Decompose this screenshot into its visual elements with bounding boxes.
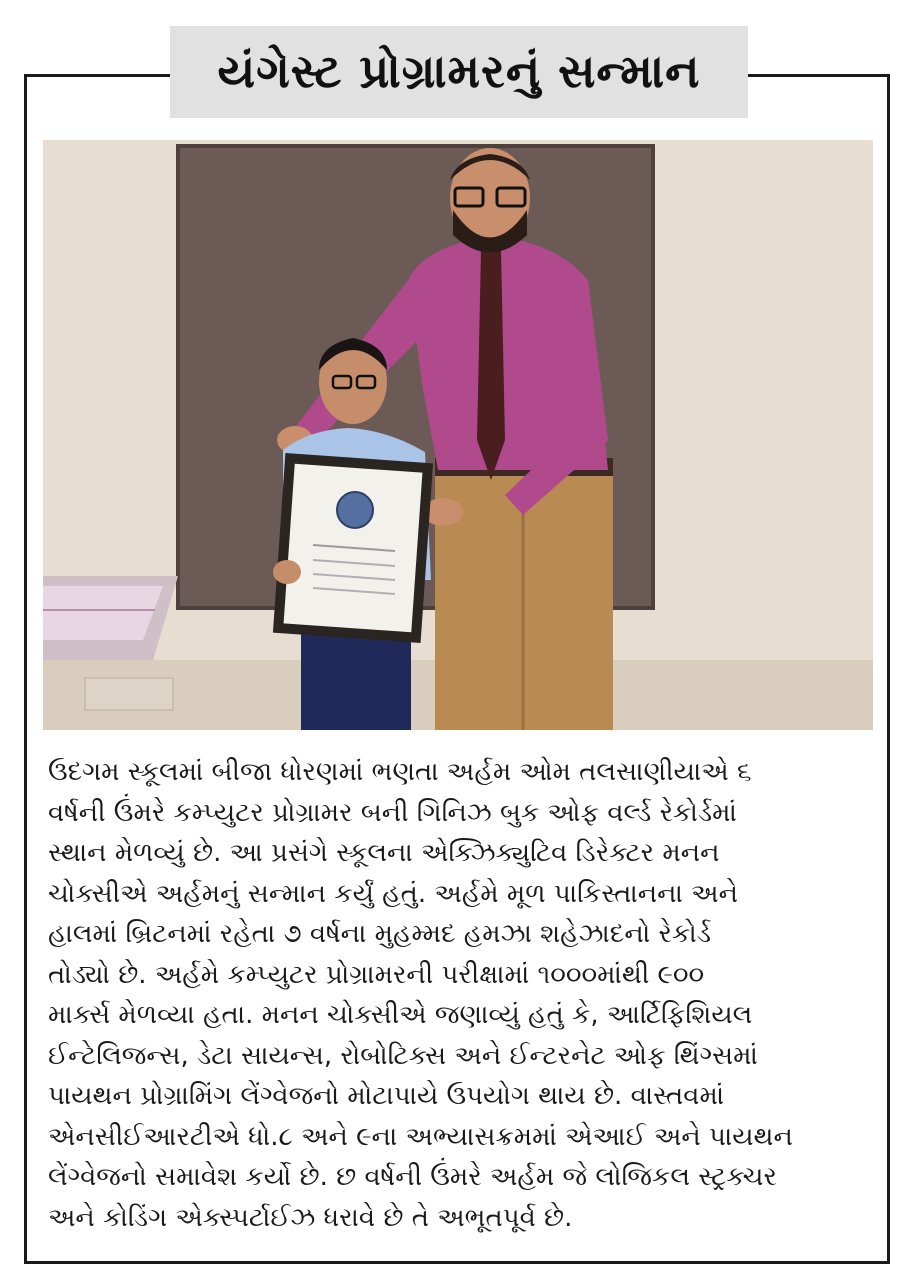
body-line: પાયથન પ્રોગ્રામિંગ લેંગ્વેજનો મોટાપાયે ઉપયોગ થાય છે. વાસ્તવમાં	[48, 1081, 725, 1111]
body-line: લેંગ્વેજનો સમાવેશ કર્યો છે. છ વર્ષની ઉંમરે અર્હમ જે લોજિકલ સ્ટ્રક્ચર	[48, 1162, 777, 1192]
photo-illustration	[43, 140, 873, 730]
body-line: ચોક્સીએ અર્હમનું સન્માન કર્યું હતું. અર્હમે મૂળ પાકિસ્તાનના અને	[48, 878, 738, 909]
body-line: માર્ક્સ મેળવ્યા હતા. મનન ચોક્સીએ જણાવ્યું હતું કે, આર્ટિફિશિયલ	[48, 1000, 753, 1030]
body-line: એનસીઈઆરટીએ ધો.૮ અને ૯ના અભ્યાસક્રમમાં એઆઈ અને પાયથન	[48, 1121, 793, 1152]
wall-socket	[85, 678, 173, 710]
certificate	[273, 453, 433, 643]
man-tie	[477, 250, 505, 480]
certificate-seal	[337, 492, 373, 528]
article-body	[48, 752, 868, 1238]
body-line: અને કોડિંગ એક્સ્પર્ટાઈઝ ધરાવે છે તે અભૂતપૂર્વ છે.	[48, 1202, 573, 1233]
body-line: તોડ્યો છે. અર્હમે કમ્પ્યુટર પ્રોગ્રામરની પરીક્ષામાં ૧૦૦૦માંથી ૯૦૦	[48, 959, 705, 990]
body-line: ઉદગમ સ્કૂલમાં બીજા ધોરણમાં ભણતા અર્હમ ઓમ તલસાણીયાએ ૬	[48, 757, 752, 787]
body-line: ઈન્ટેલિજન્સ, ડેટા સાયન્સ, રોબોટિક્સ અને ઈન્ટરનેટ ઓફ થિંગ્સમાં	[48, 1040, 758, 1071]
headline-box	[170, 26, 748, 118]
body-line: સ્થાન મેળવ્યું છે. આ પ્રસંગે સ્કૂલના એક્ઝિક્યુટિવ ડિરેક્ટર મનન	[48, 838, 720, 868]
body-line: હાલમાં બ્રિટનમાં રહેતા ૭ વર્ષના મુહમ્મદ હમઝા શહેઝાદનો રેકોર્ડ	[48, 919, 712, 949]
papers	[43, 586, 163, 640]
article-photo	[43, 140, 873, 730]
body-line: વર્ષની ઉંમરે કમ્પ્યુટર પ્રોગ્રામર બની ગિનિઝ બુક ઓફ વર્લ્ડ રેકોર્ડમાં	[48, 797, 737, 828]
headline: યંગેસ્ટ પ્રોગ્રામરનું સન્માન	[217, 44, 701, 98]
